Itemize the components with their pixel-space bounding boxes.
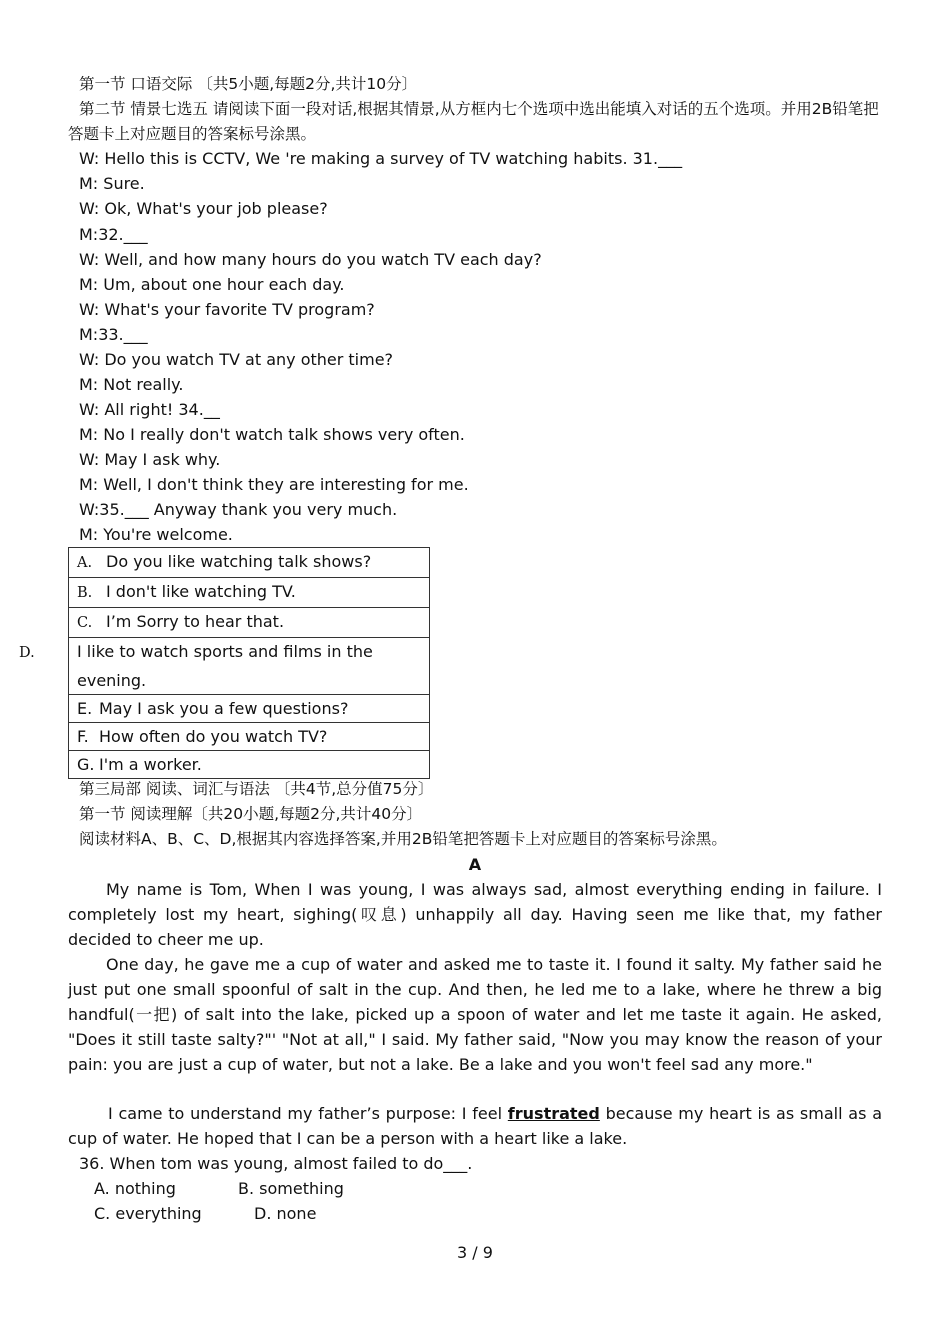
passage-paragraph: One day, he gave me a cup of water and asked me to taste it. I found it salty. My father said he just put one small spoonful of salt in the cup. And then, he led me to a lake, where he threw a big handful(一把) of salt into the lake, picked up a spoon of water and let me taste it again. He asked, "Does it still taste salty?"' "Not at all," I said. My father said, "Now you may know the reason of your pain: you are just a cup of water, but not a lake. Be a lake and you won't feel sad any more." <box>68 955 882 1074</box>
dialogue-line: M:32.___ <box>79 225 148 244</box>
passage-paragraph: My name is Tom, When I was young, I was always sad, almost everything ending in failure. I completely lost my heart, sighing(叹息) unhappily all day. Having seen me like that, my father decided to cheer me up. <box>68 880 882 949</box>
option-row: E. May I ask you a few questions? <box>69 695 430 723</box>
dialogue-line: M: Um, about one hour each day. <box>79 275 345 294</box>
dialogue-line: W: Well, and how many hours do you watch TV each day? <box>79 250 542 269</box>
section-seven-instruction: 第二节 情景七选五 请阅读下面一段对话,根据其情景,从方框内七个选项中选出能填入对话的五个选项。并用2B铅笔把答题卡上对应题目的答案标号涂黑。 <box>68 100 879 143</box>
dialogue-line: M: No I really don't watch talk shows very often. <box>79 425 465 444</box>
reading-instruction: 阅读材料A、B、C、D,根据其内容选择答案,并用2B铅笔把答题卡上对应题目的答案标号涂黑。 <box>79 830 727 848</box>
page-number: 3 / 9 <box>457 1243 493 1262</box>
option-row: C. I’m Sorry to hear that. <box>69 608 430 638</box>
part-three-heading: 第三局部 阅读、词汇与语法 〔共4节,总分值75分〕 <box>79 780 434 798</box>
passage-title: A <box>468 855 482 874</box>
dialogue-line: M: You're welcome. <box>79 525 233 544</box>
question-option-c: C. everything <box>94 1204 202 1223</box>
dialogue-line: W: Ok, What's your job please? <box>79 199 328 218</box>
question-option-a: A. nothing <box>94 1179 176 1198</box>
question-stem: 36. When tom was young, almost failed to do___. <box>79 1154 473 1173</box>
option-row: F. How often do you watch TV? <box>69 723 430 751</box>
dialogue-line: W: Do you watch TV at any other time? <box>79 350 394 369</box>
dialogue-line: W: May I ask why. <box>79 450 221 469</box>
dialogue-line: W:35.___ Anyway thank you very much. <box>79 500 398 519</box>
option-row: A. Do you like watching talk shows? <box>69 548 430 578</box>
option-row: G. I'm a worker. <box>69 751 430 779</box>
dialogue-line: M:33.___ <box>79 325 148 344</box>
dialogue-line: M: Well, I don't think they are interesting for me. <box>79 475 469 494</box>
dialogue-line: W: All right! 34.__ <box>79 400 220 419</box>
section-oral-heading: 第一节 口语交际 〔共5小题,每题2分,共计10分〕 <box>79 75 418 93</box>
key-word: frustrated <box>507 1104 600 1123</box>
options-table <box>19 547 430 779</box>
question-option-b: B. something <box>238 1179 344 1198</box>
dialogue-line: W: What's your favorite TV program? <box>79 300 375 319</box>
question-option-d: D. none <box>254 1204 317 1223</box>
option-row: B. I don't like watching TV. <box>69 578 430 608</box>
section-reading-heading: 第一节 阅读理解〔共20小题,每题2分,共计40分〕 <box>79 805 423 823</box>
dialogue-line: M: Sure. <box>79 174 145 193</box>
passage-paragraph: I came to understand my father’s purpose: I feel frustrated because my heart is as small as a cup of water. He hoped that I can be a person with a heart like a lake. <box>68 1104 882 1148</box>
dialogue-line: M: Not really. <box>79 375 184 394</box>
option-row: D. I like to watch sports and films in the evening. <box>69 638 430 695</box>
dialogue-line: W: Hello this is CCTV, We 're making a survey of TV watching habits. 31.___ <box>79 149 683 168</box>
